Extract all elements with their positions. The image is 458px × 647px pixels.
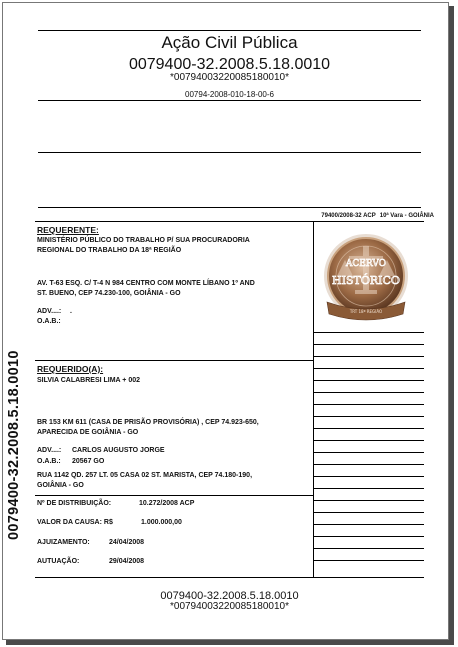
right-column-rule bbox=[313, 488, 424, 489]
valor-causa-label: VALOR DA CAUSA: R$ bbox=[37, 519, 113, 526]
right-column-rule bbox=[313, 428, 424, 429]
ajuizamento-value: 24/04/2008 bbox=[109, 539, 145, 546]
right-column-rule bbox=[313, 440, 424, 441]
requerente-adv-value: . bbox=[70, 308, 72, 315]
distribuicao-value: 10.272/2008 ACP bbox=[139, 500, 195, 507]
requerido-oab-value: 20567 GO bbox=[72, 458, 105, 465]
vara-code: 79400/2008-32 ACP bbox=[321, 213, 376, 219]
requerente-adv-label: ADV....: bbox=[37, 308, 62, 315]
requerido-adv-value: CARLOS AUGUSTO JORGE bbox=[72, 447, 165, 454]
header-top-rule bbox=[38, 30, 421, 31]
valor-causa-value: 1.000.000,00 bbox=[141, 519, 182, 526]
requerido-adv-label: ADV....: bbox=[37, 447, 62, 454]
footer-barcode-text: *00794003220085180010* bbox=[169, 601, 289, 612]
right-column-rule bbox=[313, 524, 424, 525]
page-shadow-bottom bbox=[6, 640, 454, 645]
vara-court: 10ª Vara - GOIÂNIA bbox=[379, 213, 434, 219]
right-column-rule bbox=[313, 476, 424, 477]
right-column-rule bbox=[313, 332, 424, 333]
autuacao-label: AUTUAÇÃO: bbox=[37, 558, 80, 565]
requerido-name: SILVIA CALABRESI LIMA + 002 bbox=[37, 377, 141, 384]
main-frame-top bbox=[35, 221, 424, 222]
court-vara-label bbox=[321, 213, 434, 219]
right-column-rule bbox=[313, 416, 424, 417]
right-column-rule bbox=[313, 464, 424, 465]
right-column-rule bbox=[313, 356, 424, 357]
right-column-rule bbox=[313, 344, 424, 345]
header-rule-2 bbox=[38, 152, 421, 153]
requerido-address-line2: APARECIDA DE GOIÂNIA - GO bbox=[37, 429, 139, 436]
requerente-address-line1: AV. T-63 ESQ. C/ T-4 N 984 CENTRO COM MONTE LÍBANO 1º AND bbox=[37, 280, 255, 287]
footer-process-number: 0079400-32.2008.5.18.0010 bbox=[160, 590, 299, 602]
right-column-rule bbox=[313, 536, 424, 537]
requerente-label: REQUERENTE: bbox=[37, 225, 99, 235]
requerido-bottom-rule bbox=[35, 495, 313, 496]
requerido-label: REQUERIDO(A): bbox=[37, 364, 104, 374]
header-rule-1 bbox=[38, 100, 421, 101]
requerente-oab-label: O.A.B.: bbox=[37, 318, 61, 325]
autuacao-value: 29/04/2008 bbox=[109, 558, 145, 565]
requerido-adv-address-line2: GOIÂNIA - GO bbox=[37, 482, 84, 489]
page-shadow-right bbox=[449, 6, 454, 645]
requerido-adv-address-line1: RUA 1142 QD. 257 LT. 05 CASA 02 ST. MARISTA, CEP 74.180-190, bbox=[37, 472, 253, 479]
requerente-name-line1: MINISTÉRIO PÚBLICO DO TRABALHO P/ SUA PROCURADORIA bbox=[37, 237, 250, 244]
requerente-address-line2: ST. BUENO, CEP 74.230-100, GOIÂNIA - GO bbox=[37, 290, 181, 297]
barcode-text: *00794003220085180010* bbox=[169, 72, 289, 83]
right-column-rule bbox=[313, 500, 424, 501]
requerido-oab-label: O.A.B.: bbox=[37, 458, 61, 465]
seal-text-top: ACERVO bbox=[345, 259, 387, 269]
acervo-historico-seal bbox=[319, 232, 414, 324]
right-column-rule bbox=[313, 560, 424, 561]
right-column-rule bbox=[313, 452, 424, 453]
right-column-rule bbox=[313, 512, 424, 513]
seal-ribbon-text: TRT 18ª REGIÃO bbox=[349, 309, 383, 314]
right-column-rule bbox=[313, 392, 424, 393]
distribuicao-label: Nº DE DISTRIBUIÇÃO: bbox=[37, 500, 112, 507]
right-column-rule bbox=[313, 548, 424, 549]
main-frame-bottom bbox=[35, 577, 424, 578]
requerente-bottom-rule bbox=[35, 360, 313, 361]
requerente-name-line2: REGIONAL DO TRABALHO DA 18ª REGIÃO bbox=[37, 247, 182, 254]
header-rule-3 bbox=[38, 207, 421, 208]
seal-text-mid: HISTÓRICO bbox=[332, 274, 400, 287]
requerido-address-line1: BR 153 KM 611 (CASA DE PRISÃO PROVISÓRIA) , CEP 74.923-650, bbox=[37, 419, 259, 426]
ajuizamento-label: AJUIZAMENTO: bbox=[37, 539, 90, 546]
right-column-rule bbox=[313, 380, 424, 381]
process-number: 0079400-32.2008.5.18.0010 bbox=[128, 56, 331, 73]
right-column-rule bbox=[313, 404, 424, 405]
right-column-rule bbox=[313, 368, 424, 369]
short-process-number: 00794-2008-010-18-00-6 bbox=[185, 90, 274, 99]
document-title: Ação Civil Pública bbox=[161, 33, 298, 52]
